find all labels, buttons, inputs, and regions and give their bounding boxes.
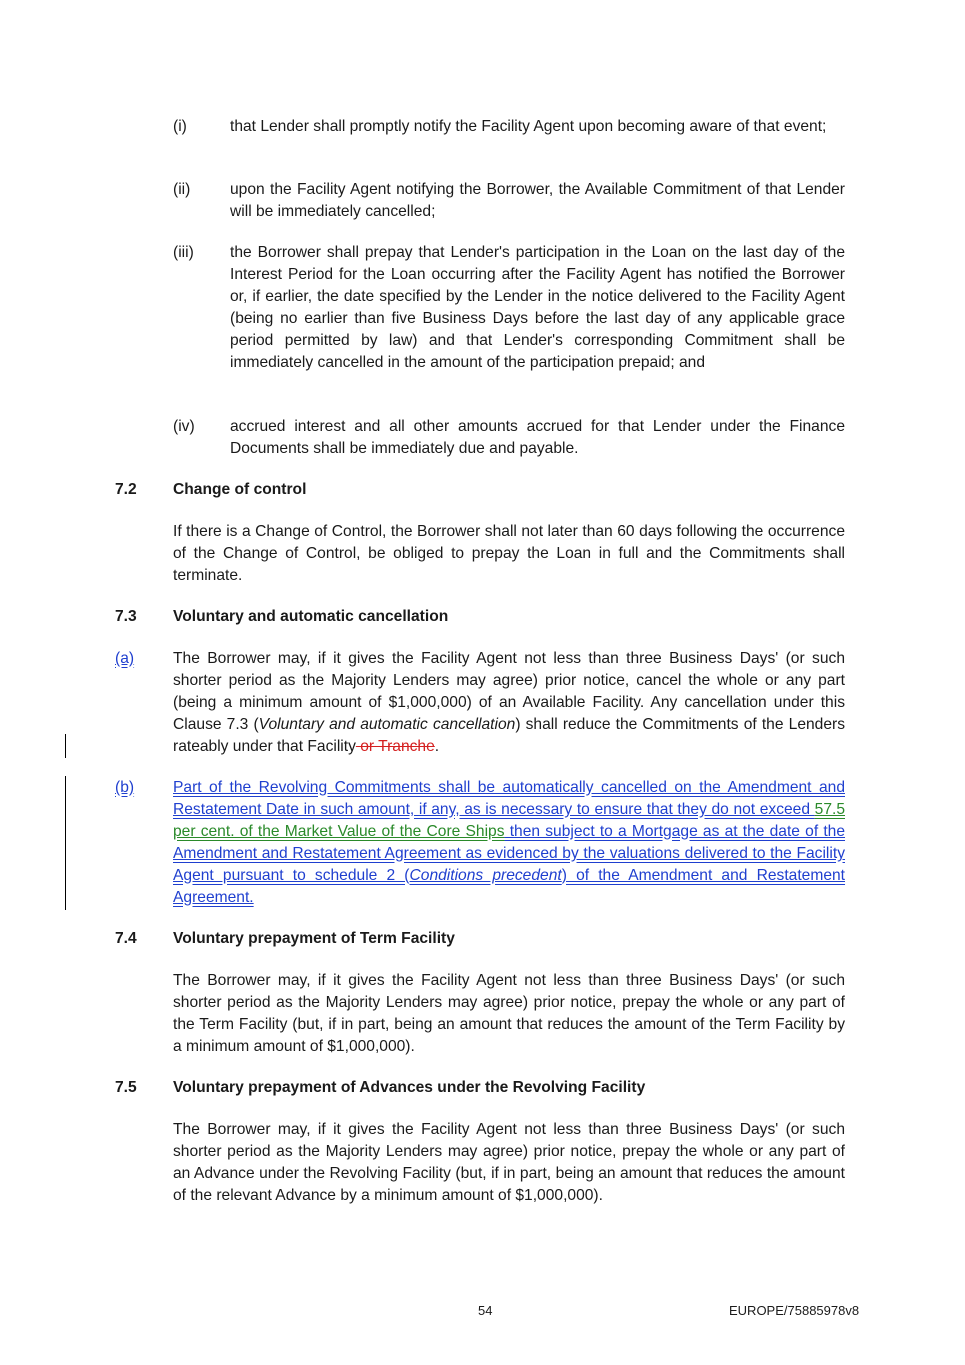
section-number: 7.2 xyxy=(115,481,137,498)
section-number: 7.4 xyxy=(115,930,137,947)
list-item-text: accrued interest and all other amounts accrued for that Lender under the Finance Documents shall be immediately due and payable. xyxy=(230,418,845,457)
text-run: . xyxy=(434,738,440,755)
paragraph-a xyxy=(173,648,845,758)
moved-text: 57.5 per cent. of the Market Value of the Core Ships xyxy=(173,801,845,840)
section-heading: Voluntary prepayment of Advances under the Revolving Facility xyxy=(173,1079,646,1096)
list-item-number: (i) xyxy=(173,118,187,135)
section-body: The Borrower may, if it gives the Facility Agent not less than three Business Days' (or such shorter period as the Majority Lenders may agree) prior notice, prepay the whole or any part of the Term Facility (but, if in part, being an amount that reduces the amount of the Term Facility by a minimum amount of $1,000,000). xyxy=(173,972,845,1055)
section-heading: Voluntary prepayment of Term Facility xyxy=(173,930,455,947)
section-body: If there is a Change of Control, the Borrower shall not later than 60 days following the occurrence of the Change of Control, be obliged to prepay the Loan in full and the Commitments shall terminate. xyxy=(173,523,845,584)
section-number: 7.5 xyxy=(115,1079,137,1096)
change-bar xyxy=(65,776,66,910)
section-body: The Borrower may, if it gives the Facility Agent not less than three Business Days' (or such shorter period as the Majority Lenders may agree) prior notice, prepay the whole or any part of an Advance under the Revolving Facility (but, if in part, being an amount that reduces the amount of the relevant Advance by a minimum amount of $1,000,000). xyxy=(173,1121,845,1204)
deleted-text: or Tranche xyxy=(355,738,435,755)
list-item-text: that Lender shall promptly notify the Facility Agent upon becoming aware of that event; xyxy=(230,118,827,135)
list-item-text: upon the Facility Agent notifying the Borrower, the Available Commitment of that Lender will be immediately cancelled; xyxy=(230,181,845,220)
italic-run: Voluntary and automatic cancellation xyxy=(258,716,516,733)
inserted-text: then subject to a Mortgage as at the date of the Amendment and Restatement Agreement as evidenced by the valuations delivered to the Facility Agent pursuant to schedule 2 ( xyxy=(173,823,846,884)
paragraph-number-inserted: (b) xyxy=(115,779,135,796)
list-item-number: (iv) xyxy=(173,418,195,435)
page-number: 54 xyxy=(478,1303,493,1318)
change-bar xyxy=(65,734,66,758)
inserted-text: ) of the Amendment and Restatement Agreement. xyxy=(173,867,846,906)
text-run: ) shall reduce the Commitments of the Lenders rateably under that Facility xyxy=(173,716,845,755)
text-run: The Borrower may, if it gives the Facility Agent not less than three Business Days' (or such shorter period as the Majority Lenders may agree) prior notice, cancel the whole or any part (being a minimum amount of $1,000,000) of an Available Facility. Any cancellation under this Clause 7.3 ( xyxy=(173,650,845,733)
list-item-number: (iii) xyxy=(173,244,194,261)
section-heading: Change of control xyxy=(173,481,307,498)
list-item-number: (ii) xyxy=(173,181,191,198)
section-heading: Voluntary and automatic cancellation xyxy=(173,608,449,625)
paragraph-number-inserted: (a) xyxy=(115,650,135,667)
document-reference: EUROPE/75885978v8 xyxy=(729,1303,860,1318)
inserted-italic-text: Conditions precedent xyxy=(409,867,562,884)
section-number: 7.3 xyxy=(115,608,137,625)
list-item-text: the Borrower shall prepay that Lender's participation in the Loan on the last day of the Interest Period for the Loan occurring after the Facility Agent has notified the Borrower or, if earlier, the date specified by the Lender in the notice delivered to the Facility Agent (being no earlier than five Business Days before the last day of any applicable grace period permitted by law) and that Lender's corresponding Commitment shall be immediately cancelled in the amount of the participation prepaid; and xyxy=(230,244,845,371)
paragraph-b-inserted xyxy=(173,777,845,909)
inserted-text: Part of the Revolving Commitments shall be automatically cancelled on the Amendment and Restatement Date in such amount, if any, as is necessary to ensure that they do not exceed xyxy=(173,779,845,818)
